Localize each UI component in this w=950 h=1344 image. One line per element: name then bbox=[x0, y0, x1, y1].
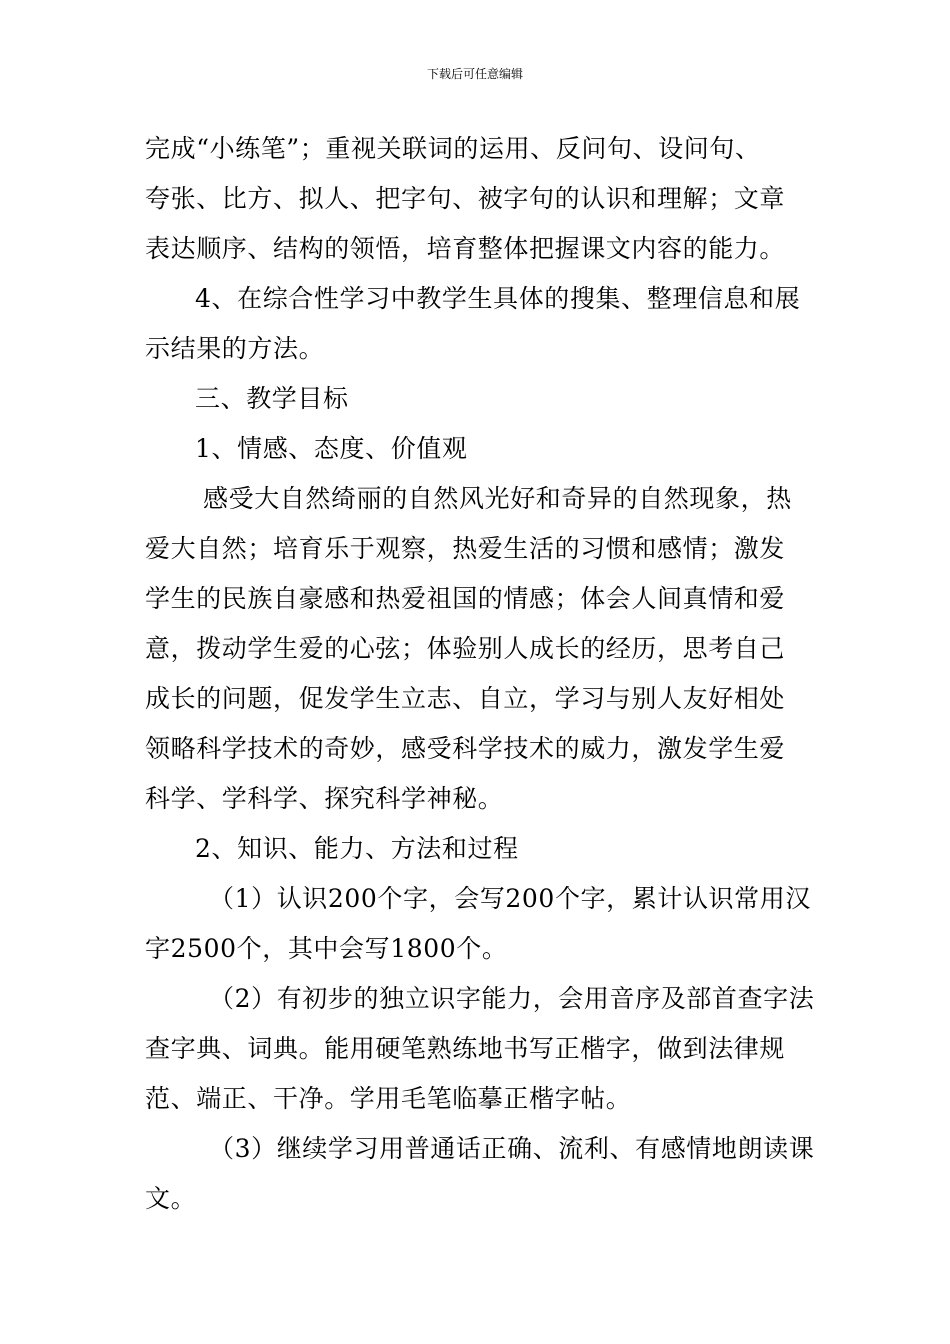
section-heading: 三、教学目标 bbox=[195, 384, 349, 413]
text-line: 感受大自然绮丽的自然风光好和奇异的自然现象，热 bbox=[203, 484, 792, 513]
text-line: 爱大自然；培育乐于观察，热爱生活的习惯和感情；激发 bbox=[145, 534, 786, 563]
text-line: 文。 bbox=[145, 1184, 197, 1213]
text-line: 领略科学技术的奇妙，感受科学技术的威力，激发学生爱 bbox=[145, 734, 786, 763]
text-line: 查字典、词典。能用硬笔熟练地书写正楷字，做到法律规 bbox=[145, 1034, 786, 1063]
subsection-heading: 2、知识、能力、方法和过程 bbox=[195, 834, 519, 863]
text-line: （1）认识200个字，会写200个字，累计认识常用汉 bbox=[209, 884, 811, 913]
text-line: 范、端正、干净。学用毛笔临摹正楷字帖。 bbox=[145, 1084, 632, 1113]
text-line: 学生的民族自豪感和热爱祖国的情感；体会人间真情和爱 bbox=[145, 584, 786, 613]
subsection-heading: 1、情感、态度、价值观 bbox=[195, 434, 468, 463]
text-line: 科学、学科学、探究科学神秘。 bbox=[145, 784, 504, 813]
text-line: 夸张、比方、拟人、把字句、被字句的认识和理解；文章 bbox=[145, 184, 786, 213]
text-line: 成长的问题，促发学生立志、自立，学习与别人友好相处 bbox=[145, 684, 786, 713]
page-header: 下载后可任意编辑 bbox=[426, 67, 523, 81]
text-line: （2）有初步的独立识字能力，会用音序及部首查字法 bbox=[209, 984, 815, 1013]
text-line: 意，拨动学生爱的心弦；体验别人成长的经历，思考自己 bbox=[145, 634, 786, 663]
text-line: 示结果的方法。 bbox=[145, 334, 325, 363]
text-line: 完成“小练笔”；重视关联词的运用、反问句、设问句、 bbox=[145, 134, 761, 163]
text-line: （3）继续学习用普通话正确、流利、有感情地朗读课 bbox=[209, 1134, 815, 1163]
text-line: 字2500个，其中会写1800个。 bbox=[145, 934, 508, 963]
text-line: 4、在综合性学习中教学生具体的搜集、整理信息和展 bbox=[195, 284, 801, 313]
document-body bbox=[145, 124, 815, 1224]
text-line: 表达顺序、结构的领悟，培育整体把握课文内容的能力。 bbox=[145, 234, 786, 263]
